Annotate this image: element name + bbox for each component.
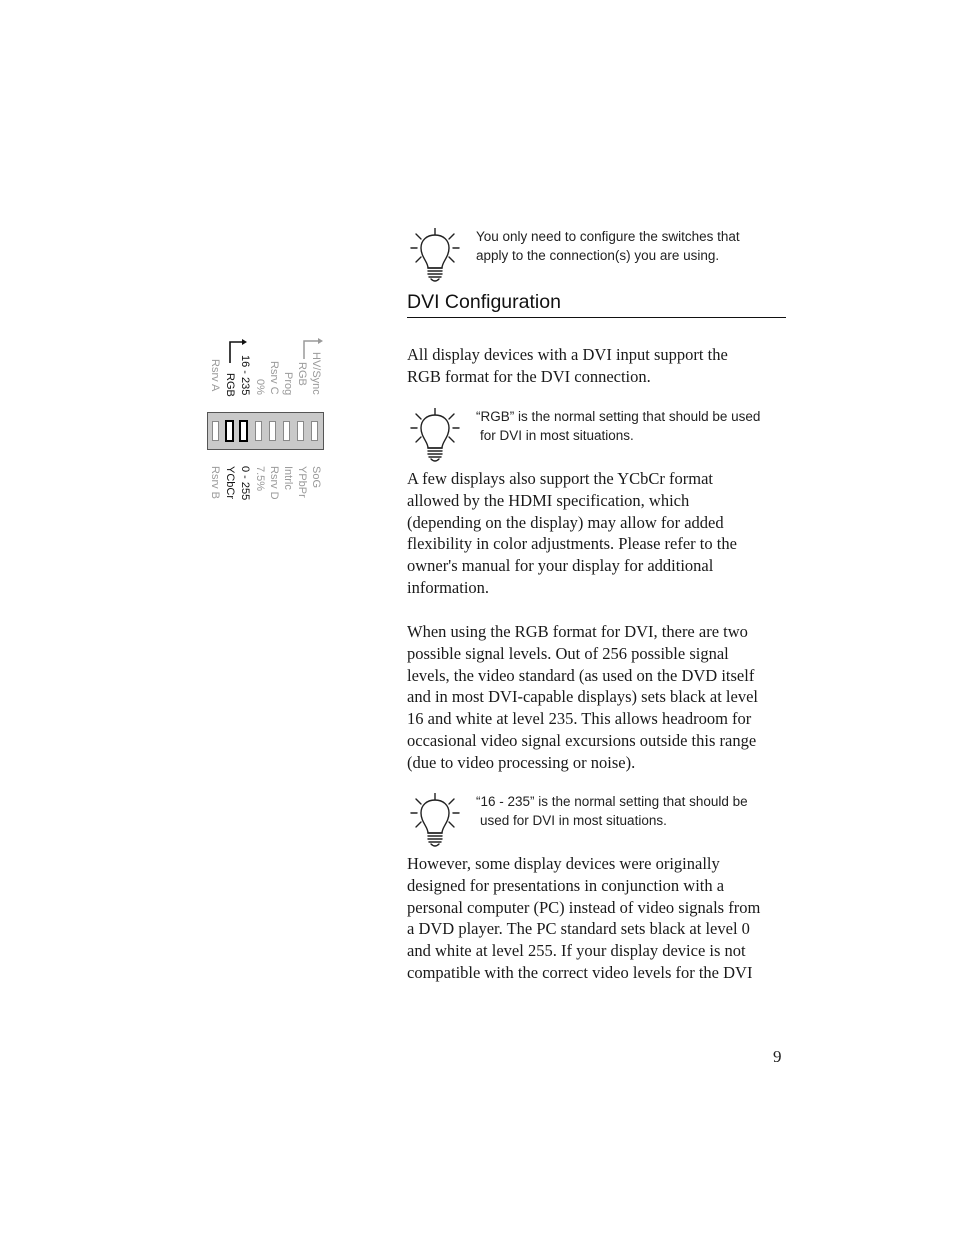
paragraph-line: compatible with the correct video levels for the DVI [407, 962, 753, 982]
paragraph-line: and white at level 255. If your display device is not [407, 941, 746, 961]
paragraph-line: A few displays also support the YCbCr format [407, 469, 713, 488]
paragraph-line: All display devices with a DVI input support the [407, 345, 728, 364]
paragraph-line: designed for presentations in conjunction with a [407, 875, 725, 895]
switch-bottom-label: YCbCr [224, 466, 236, 500]
paragraph-line: owner's manual for your display for additional [407, 556, 714, 576]
paragraph-line: RGB format for the DVI connection. [407, 366, 651, 386]
tip-rgb-setting [410, 408, 790, 464]
paragraph-line: (depending on the display) may allow for added [407, 512, 724, 532]
paragraph-line: (due to video processing or noise). [407, 752, 636, 772]
paragraph-line: flexibility in color adjustments. Please refer to the [407, 534, 737, 554]
switch-top-label: HV/Sync [310, 352, 322, 395]
paragraph-ycbcr [407, 468, 789, 599]
switch-top-label: RGB [224, 373, 236, 397]
paragraph-pc-levels [407, 853, 789, 984]
paragraph-line: possible signal levels. Out of 256 possible signal [407, 643, 729, 663]
dip-switch[interactable] [212, 421, 219, 441]
dip-switch[interactable] [283, 421, 290, 441]
tip-16-235-setting [410, 793, 790, 849]
tip-line: “RGB” is the normal setting that should be used [476, 409, 761, 424]
dip-switch-block [207, 412, 324, 450]
tip-line: apply to the connection(s) you are using. [476, 247, 720, 263]
switch-bottom-label: YPbPr [296, 466, 308, 498]
tip-line: You only need to configure the switches that [476, 229, 740, 244]
switch-top-label: RGB [296, 362, 308, 386]
dip-switch[interactable] [311, 421, 318, 441]
paragraph-line: levels, the video standard (as used on the DVD itself [407, 665, 755, 685]
switch-bottom-label: Rsrv B [209, 466, 221, 499]
lightbulb-icon [410, 408, 460, 464]
switch-top-label: Rsrv A [209, 359, 221, 392]
switch-bottom-label: Intrlc [282, 466, 294, 490]
switch-top-label: 16 - 235 [239, 355, 251, 396]
tip-line: used for DVI in most situations. [480, 812, 667, 828]
dip-switch-diagram [200, 335, 332, 510]
dip-switch[interactable] [255, 421, 262, 441]
paragraph-line: information. [407, 577, 490, 597]
paragraph-line: personal computer (PC) instead of video signals from [407, 897, 761, 917]
tip-line: for DVI in most situations. [480, 427, 634, 443]
dip-switch[interactable] [239, 420, 248, 442]
paragraph-line: and in most DVI-capable displays) sets black at level [407, 687, 758, 707]
tip-line: “16 - 235” is the normal setting that should be [476, 794, 748, 809]
switch-top-label: Prog [282, 372, 294, 396]
tip-text [476, 228, 786, 265]
switch-bottom-label: 7.5% [254, 466, 266, 492]
dip-switch[interactable] [269, 421, 276, 441]
lightbulb-icon [410, 793, 460, 849]
paragraph-line: occasional video signal excursions outside this range [407, 730, 757, 750]
dip-switch[interactable] [225, 420, 234, 442]
switch-top-label: Rsrv C [268, 361, 280, 395]
switch-top-label: 0% [254, 379, 266, 395]
paragraph-dvi-rgb [407, 344, 789, 388]
page-number: 9 [773, 1047, 782, 1066]
tip-text [476, 408, 786, 445]
paragraph-line: allowed by the HDMI specification, which [407, 490, 690, 510]
tip-switch-config [410, 228, 790, 284]
switch-bottom-label: 0 - 255 [239, 466, 251, 501]
section-title: DVI Configuration [407, 290, 786, 318]
lightbulb-icon [410, 228, 460, 284]
switch-bottom-label: Rsrv D [268, 466, 280, 500]
paragraph-line: However, some display devices were originally [407, 854, 720, 873]
paragraph-line: a DVD player. The PC standard sets black at level 0 [407, 919, 750, 939]
dip-switch[interactable] [297, 421, 304, 441]
switch-bottom-label: SoG [310, 466, 322, 489]
paragraph-line: 16 and white at level 235. This allows headroom for [407, 709, 752, 729]
paragraph-signal-levels [407, 621, 789, 774]
tip-text [476, 793, 786, 830]
paragraph-line: When using the RGB format for DVI, there are two [407, 622, 748, 641]
